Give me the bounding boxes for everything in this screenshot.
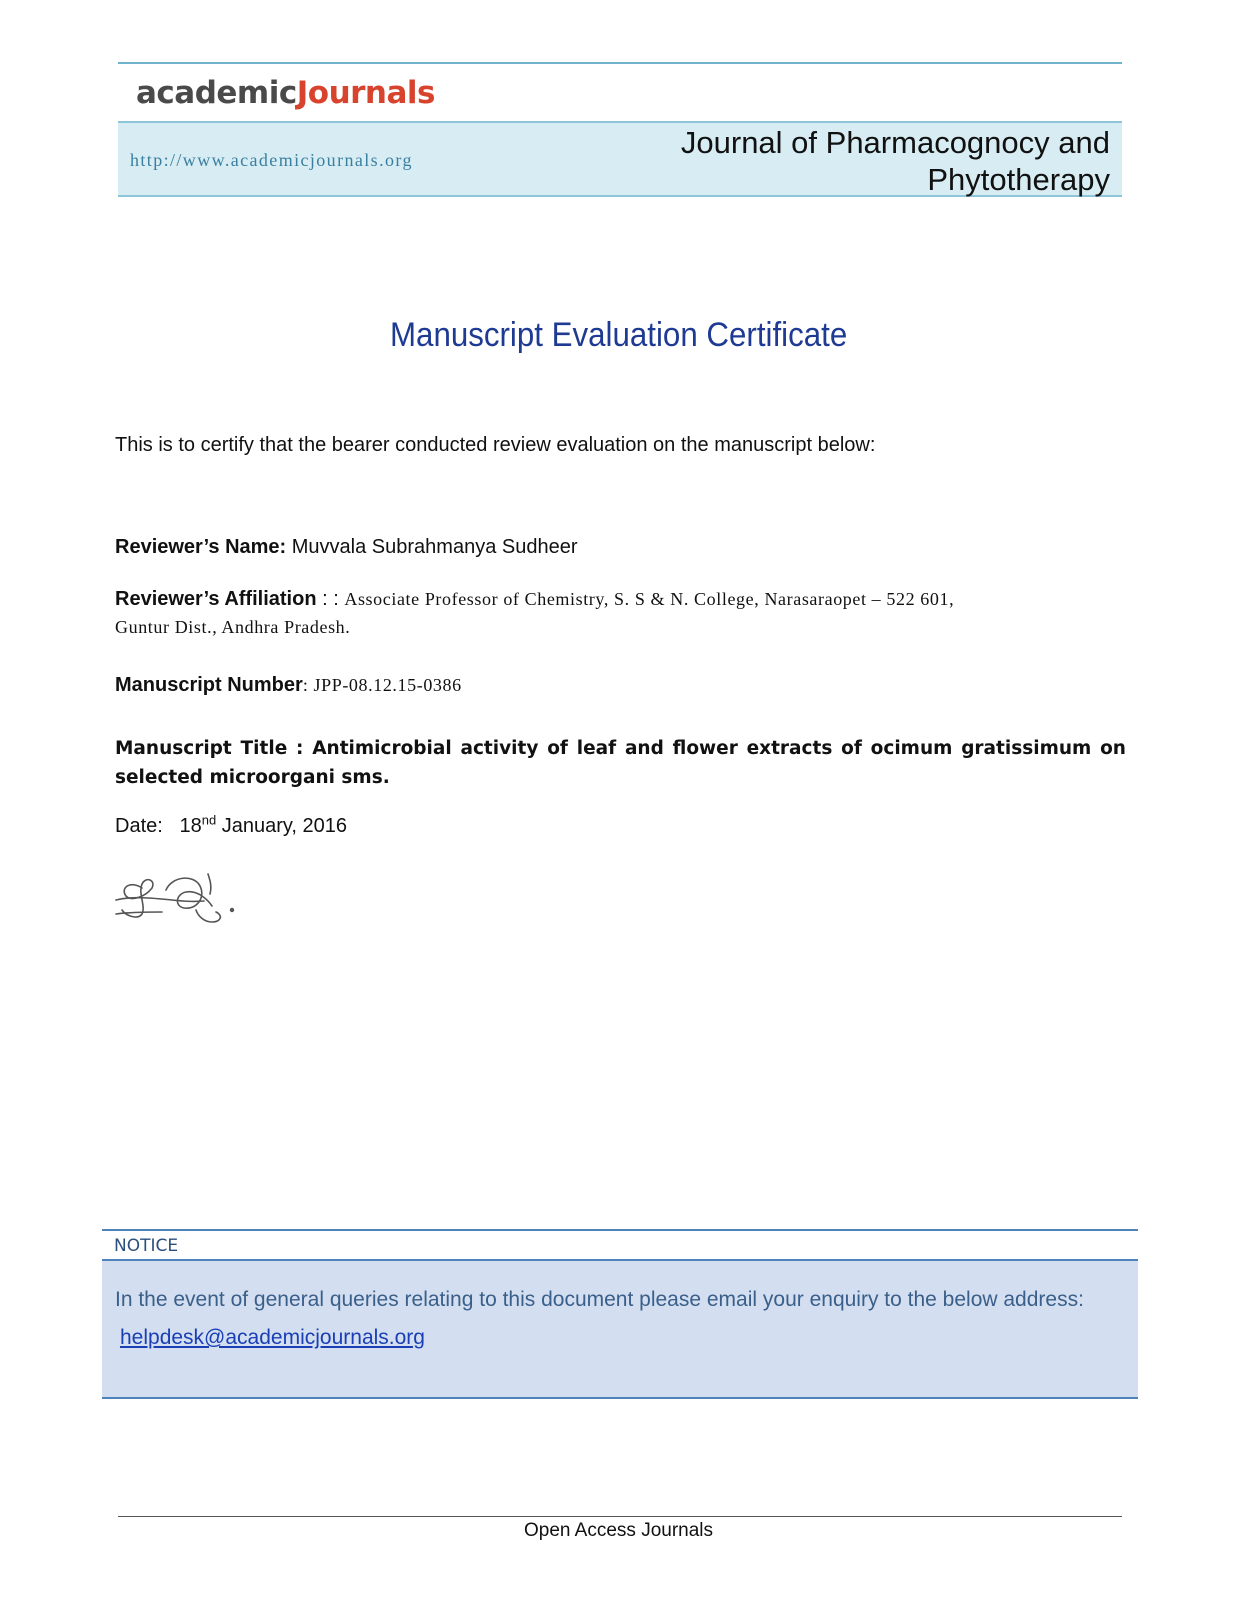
- affiliation-separator: : :: [316, 588, 345, 610]
- reviewer-affiliation-line1: Associate Professor of Chemistry, S. S & N. College, Narasaraopet – 522 601,: [344, 589, 955, 609]
- reviewer-name-row: [115, 536, 577, 559]
- date-label: Date:: [115, 815, 163, 837]
- website-url[interactable]: http://www.academicjournals.org: [130, 150, 413, 170]
- reviewer-signature: [112, 866, 242, 930]
- reviewer-name-value: Muvvala Subrahmanya Sudheer: [286, 536, 578, 558]
- date-row: [115, 812, 348, 838]
- header-top-rule: [118, 62, 1122, 64]
- certificate-intro: This is to certify that the bearer conducted review evaluation on the manuscript below:: [115, 434, 876, 456]
- manuscript-title-label: Manuscript Title :: [115, 738, 313, 759]
- academic-journals-logo: [136, 74, 435, 112]
- manuscript-number-row: [115, 674, 462, 697]
- journal-name: [681, 124, 1110, 198]
- notice-top-rule: [102, 1229, 1138, 1231]
- date-rest: January, 2016: [216, 815, 348, 837]
- reviewer-affiliation-line2: Guntur Dist., Andhra Pradesh.: [115, 617, 351, 637]
- manuscript-title-row: [115, 734, 1126, 792]
- journal-name-line1: Journal of Pharmacognocy and: [680, 125, 1110, 160]
- manuscript-title-value: Antimicrobial activity of leaf and flower extracts of ocimum gratissimum on selected microorgani sms.: [115, 738, 1126, 788]
- date-suffix: nd: [201, 812, 217, 828]
- date-day: 18: [179, 815, 202, 837]
- reviewer-name-label: Reviewer’s Name:: [115, 536, 287, 558]
- notice-text: In the event of general queries relating to this document please email your enquiry to the below address:: [115, 1288, 1084, 1311]
- footer-text: Open Access Journals: [523, 1520, 714, 1541]
- reviewer-affiliation-label: Reviewer’s Affiliation: [115, 588, 317, 610]
- journal-name-line2: Phytotherapy: [927, 162, 1110, 197]
- manuscript-number-value: : JPP-08.12.15-0386: [302, 675, 462, 695]
- reviewer-affiliation-row: [115, 586, 1125, 642]
- logo-text-journals: Journals: [296, 75, 435, 111]
- notice-label: NOTICE: [114, 1236, 179, 1256]
- helpdesk-email-link[interactable]: helpdesk@academicjournals.org: [120, 1326, 425, 1349]
- manuscript-number-label: Manuscript Number: [115, 674, 303, 696]
- logo-text-academic: academic: [136, 75, 297, 111]
- footer-rule: [118, 1516, 1122, 1517]
- certificate-title: Manuscript Evaluation Certificate: [389, 316, 848, 354]
